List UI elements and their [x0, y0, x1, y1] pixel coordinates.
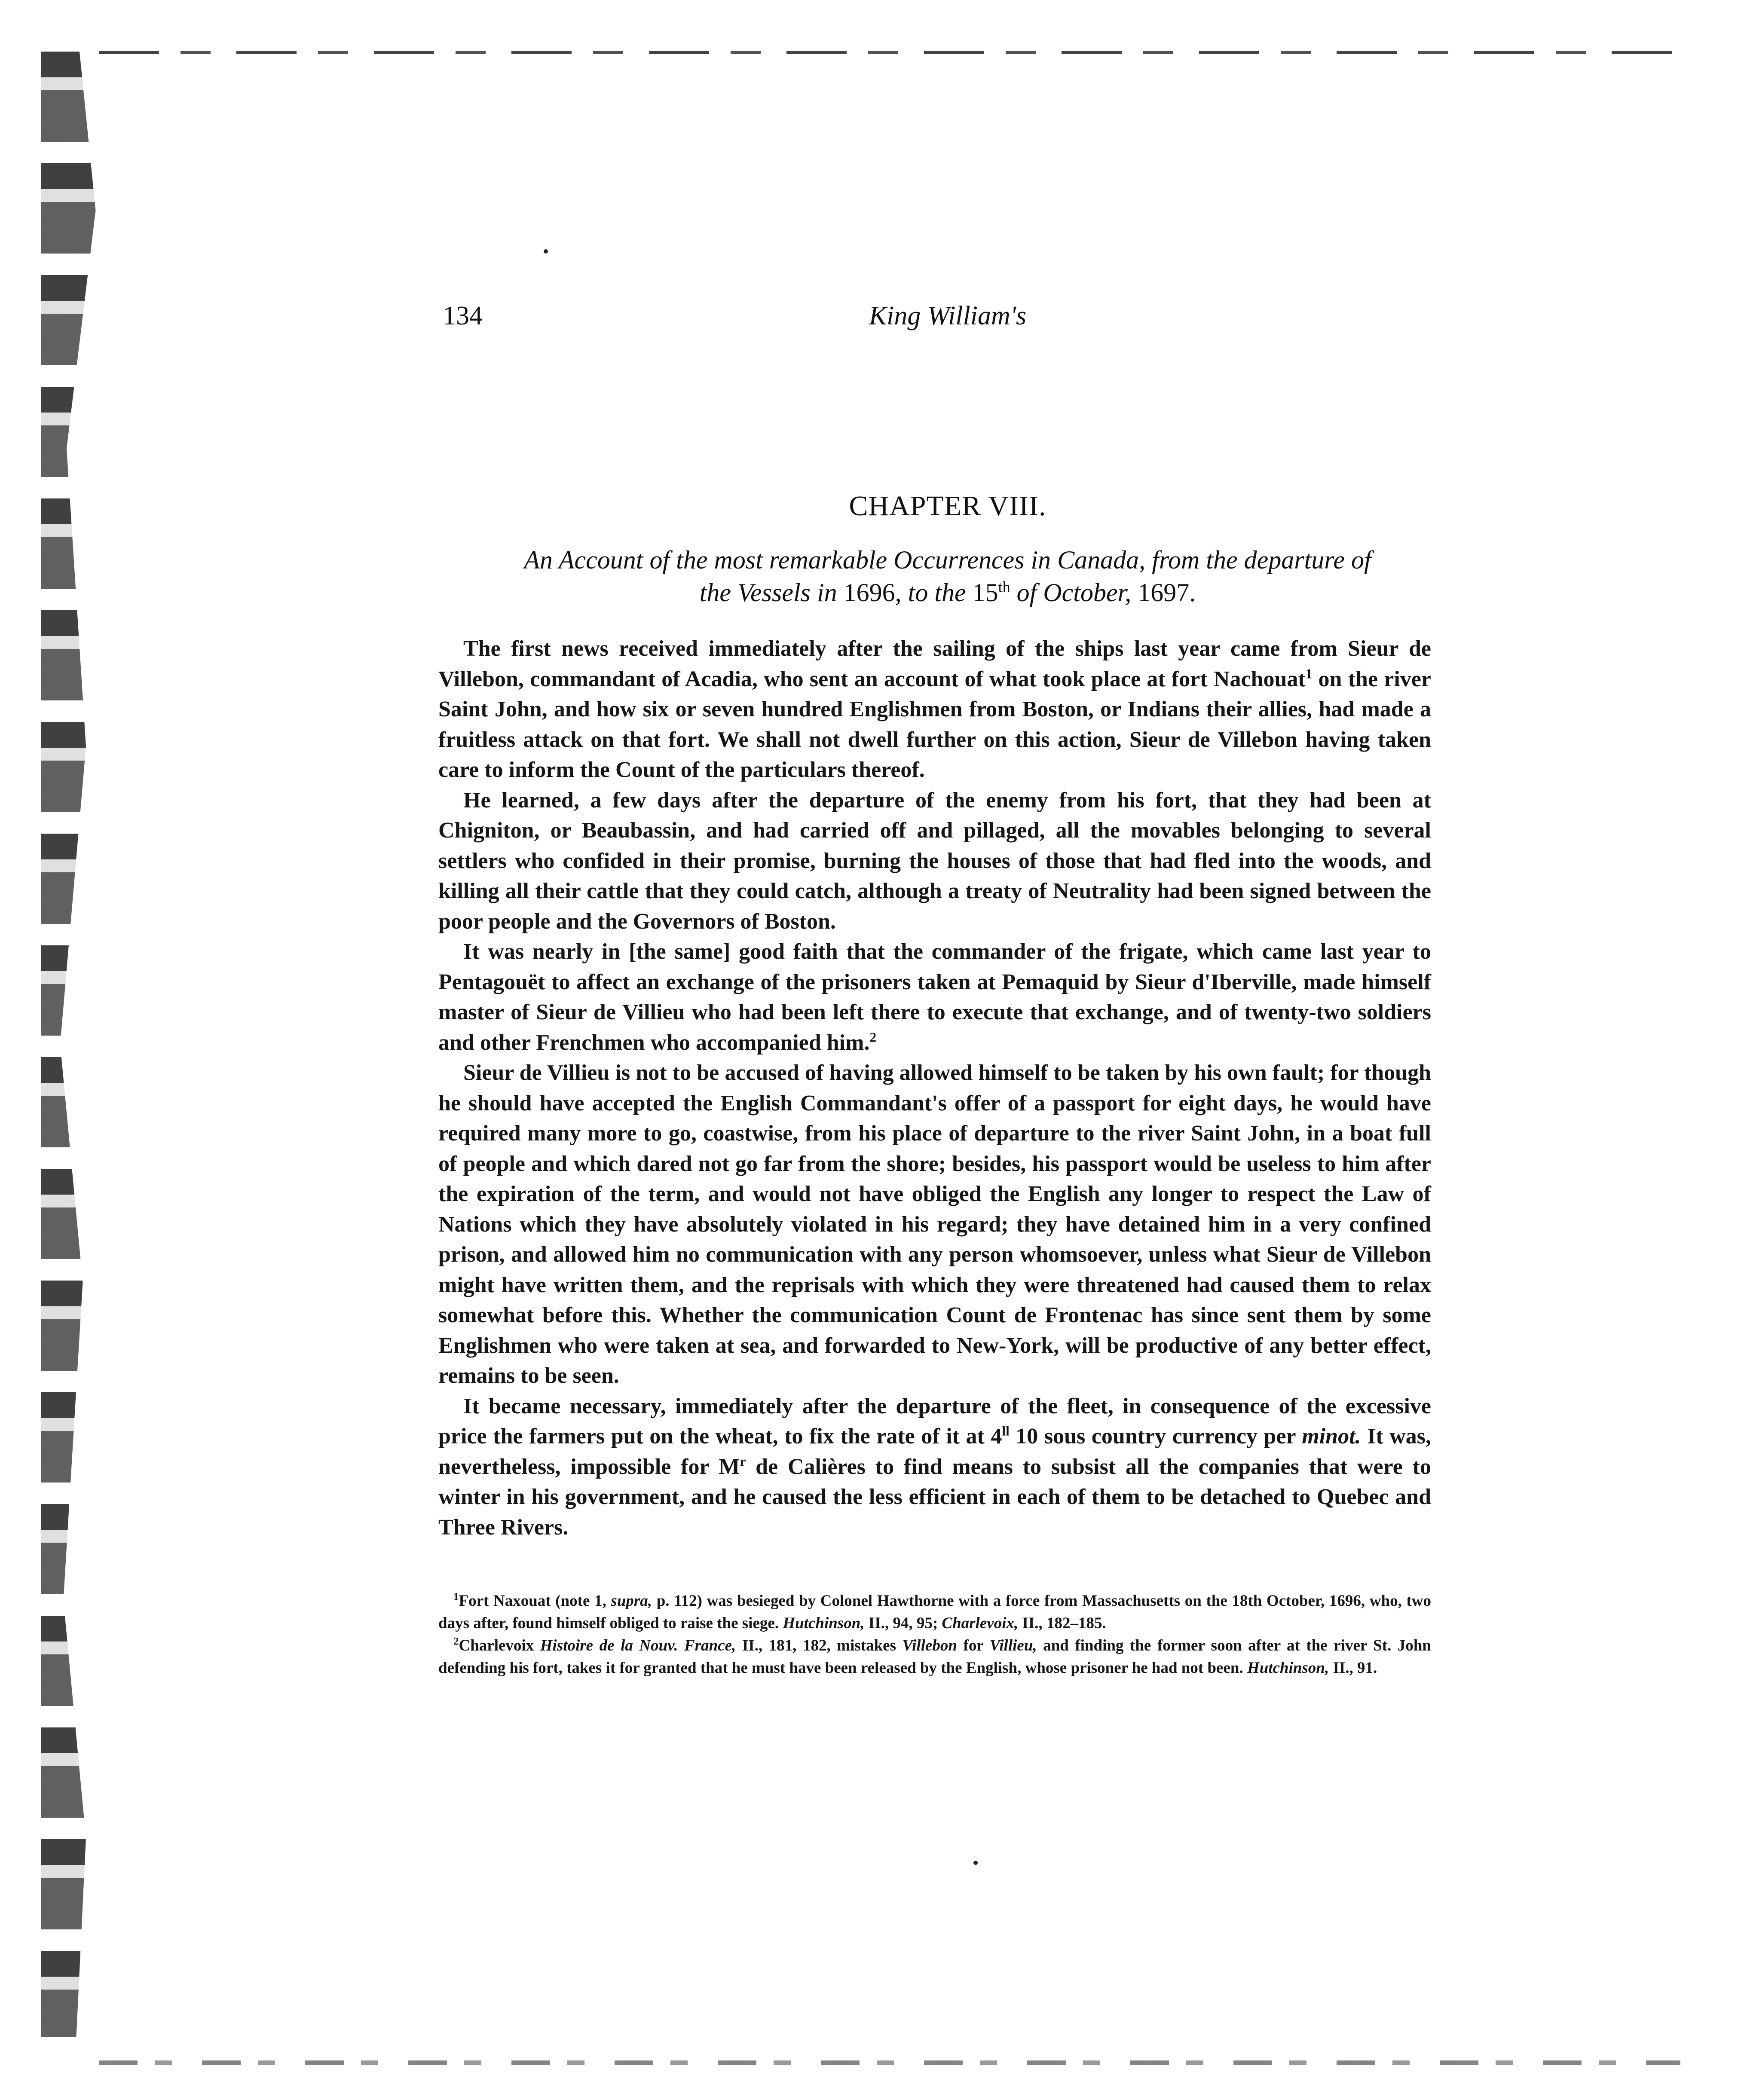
scan-speck: [544, 249, 548, 254]
paragraph-text: It was, nevertheless, impossible for M: [438, 1424, 1431, 1479]
italic-term: minot.: [1302, 1424, 1361, 1449]
footnote-text: and finding the former soon after at the river St. John defending his fort, takes it for granted that he must have been released by the English, whose prisoner he had not been.: [438, 1637, 1432, 1677]
paragraph: [438, 937, 1431, 1058]
paragraph-text: on the river Saint John, and how six or seven hundred Englishmen from Boston, or Indians their allies, had made a fruitless attack on that fort. We shall not dwell further on this action, Sieur de Villebon having taken care to inform the Count of the particulars thereof.: [438, 666, 1431, 782]
footnote-italic: Histoire de la Nouv. France,: [540, 1637, 736, 1654]
footnote-2: [438, 1635, 1431, 1679]
paragraph: [438, 634, 1431, 786]
footnote-italic: Villieu,: [989, 1637, 1037, 1654]
footnote-text: II., 91.: [1329, 1659, 1377, 1677]
footnotes: [438, 1590, 1431, 1679]
subtitle-year-start: 1696,: [843, 578, 902, 607]
subtitle-text: the Vessels in: [699, 578, 844, 607]
scan-speck: [973, 1861, 978, 1865]
page-number: 134: [443, 301, 483, 330]
footnote-text: for: [957, 1637, 990, 1654]
subtitle-text: of October,: [1010, 578, 1138, 607]
footnote-text: II., 182–185.: [1018, 1614, 1106, 1632]
chapter-title: CHAPTER VIII.: [849, 490, 1046, 522]
paragraph-text: 10 sous country currency per: [1009, 1424, 1302, 1449]
paragraph-text: de Calières to find means to subsist all the companies that were to winter in his government, and he caused the less efficient in each of them to be detached to Quebec and Three Rivers.: [438, 1454, 1431, 1540]
subtitle-text: to the: [901, 578, 973, 607]
paragraph: [438, 1391, 1431, 1543]
paragraph: Sieur de Villieu is not to be accused of having allowed himself to be taken by his own fault; for though he should have accepted the English Commandant's offer of a passport for eight days, he would have required many more to go, coastwise, from his place of departure to the river Saint John, in a boat full of people and which dared not go far from the shore; besides, his passport would be useless to him after the expiration of the term, and would not have obliged the English any longer to respect the Law of Nations which they have absolutely violated in his regard; they have detained him in a very confined prison, and allowed him no communication with any person whomsoever, unless what Sieur de Villebon might have written them, and the reprisals with which they were threatened had caused them to relax somewhat before this. Whether the communication Count de Frontenac has since sent them by some Englishmen who were taken at sea, and forwarded to New-York, will be productive of any better effect, remains to be seen.: [438, 1061, 1431, 1388]
footnote-text: Charlevoix: [459, 1637, 540, 1654]
footnote-1: [438, 1590, 1431, 1635]
subtitle-day-suffix: th: [998, 578, 1010, 596]
subtitle-day: 15: [972, 578, 998, 607]
running-head: [443, 301, 1453, 339]
chapter-subtitle: [430, 544, 1466, 609]
footnote-italic: Hutchinson,: [783, 1614, 865, 1632]
footnote-marker: 1: [453, 1591, 459, 1603]
footnote-text: II., 181, 182, mistakes: [736, 1637, 903, 1654]
scan-edge-top: [99, 51, 1689, 54]
footnote-italic: supra,: [611, 1592, 652, 1610]
scan-edge-bottom: [99, 2060, 1680, 2065]
footnote-marker: 2: [453, 1635, 459, 1648]
footnote-italic: Charlevoix,: [942, 1614, 1019, 1632]
paragraph: He learned, a few days after the departure of the enemy from his fort, that they had been at Chigniton, or Beaubassin, and had carried off and pillaged, all the movables belonging to several settlers who confided in their promise, burning the houses of those that had fled into the woods, and killing all their cattle that they could catch, although a treaty of Neutrality had been signed between the poor people and the Governors of Boston.: [438, 788, 1431, 934]
footnote-text: Fort Naxouat (note 1,: [459, 1592, 611, 1610]
superscript: ll: [1002, 1423, 1010, 1439]
footnote-ref: 2: [869, 1030, 877, 1045]
superscript: r: [740, 1454, 746, 1469]
subtitle-year-end: 1697.: [1138, 578, 1196, 607]
paragraph-text: It became necessary, immediately after the departure of the fleet, in consequence of the excessive price the farmers put on the wheat, to fix the rate of it at 4: [438, 1394, 1431, 1449]
paragraph-text: It was nearly in [the same] good faith that the commander of the frigate, which came last year to Pentagouët to affect an exchange of the prisoners taken at Pemaquid by Sieur d'Iberville, made himself master of Sieur de Villieu who had been left there to execute that exchange, and of twenty-two soldiers and other Frenchmen who accompanied him.: [438, 939, 1431, 1055]
footnote-text: p. 112) was besieged by Colonel Hawthorne with a force from Massachusetts on the 18th October, 1696, who, two days after, found himself obliged to raise the siege.: [438, 1592, 1432, 1632]
body-text: [438, 634, 1431, 1543]
subtitle-line-1: An Account of the most remarkable Occurrences in Canada, from the departure of: [524, 546, 1371, 574]
scan-edge-left: [41, 52, 105, 2037]
footnote-italic: Villebon: [902, 1637, 957, 1654]
footnote-ref: 1: [1305, 666, 1313, 682]
footnote-text: II., 94, 95;: [864, 1614, 942, 1632]
running-title: King William's: [869, 301, 1027, 330]
paragraph-text: The first news received immediately after the sailing of the ships last year came from Sieur de Villebon, commandant of Acadia, who sent an account of what took place at fort Nachouat: [438, 636, 1431, 691]
footnote-italic: Hutchinson,: [1247, 1659, 1329, 1677]
